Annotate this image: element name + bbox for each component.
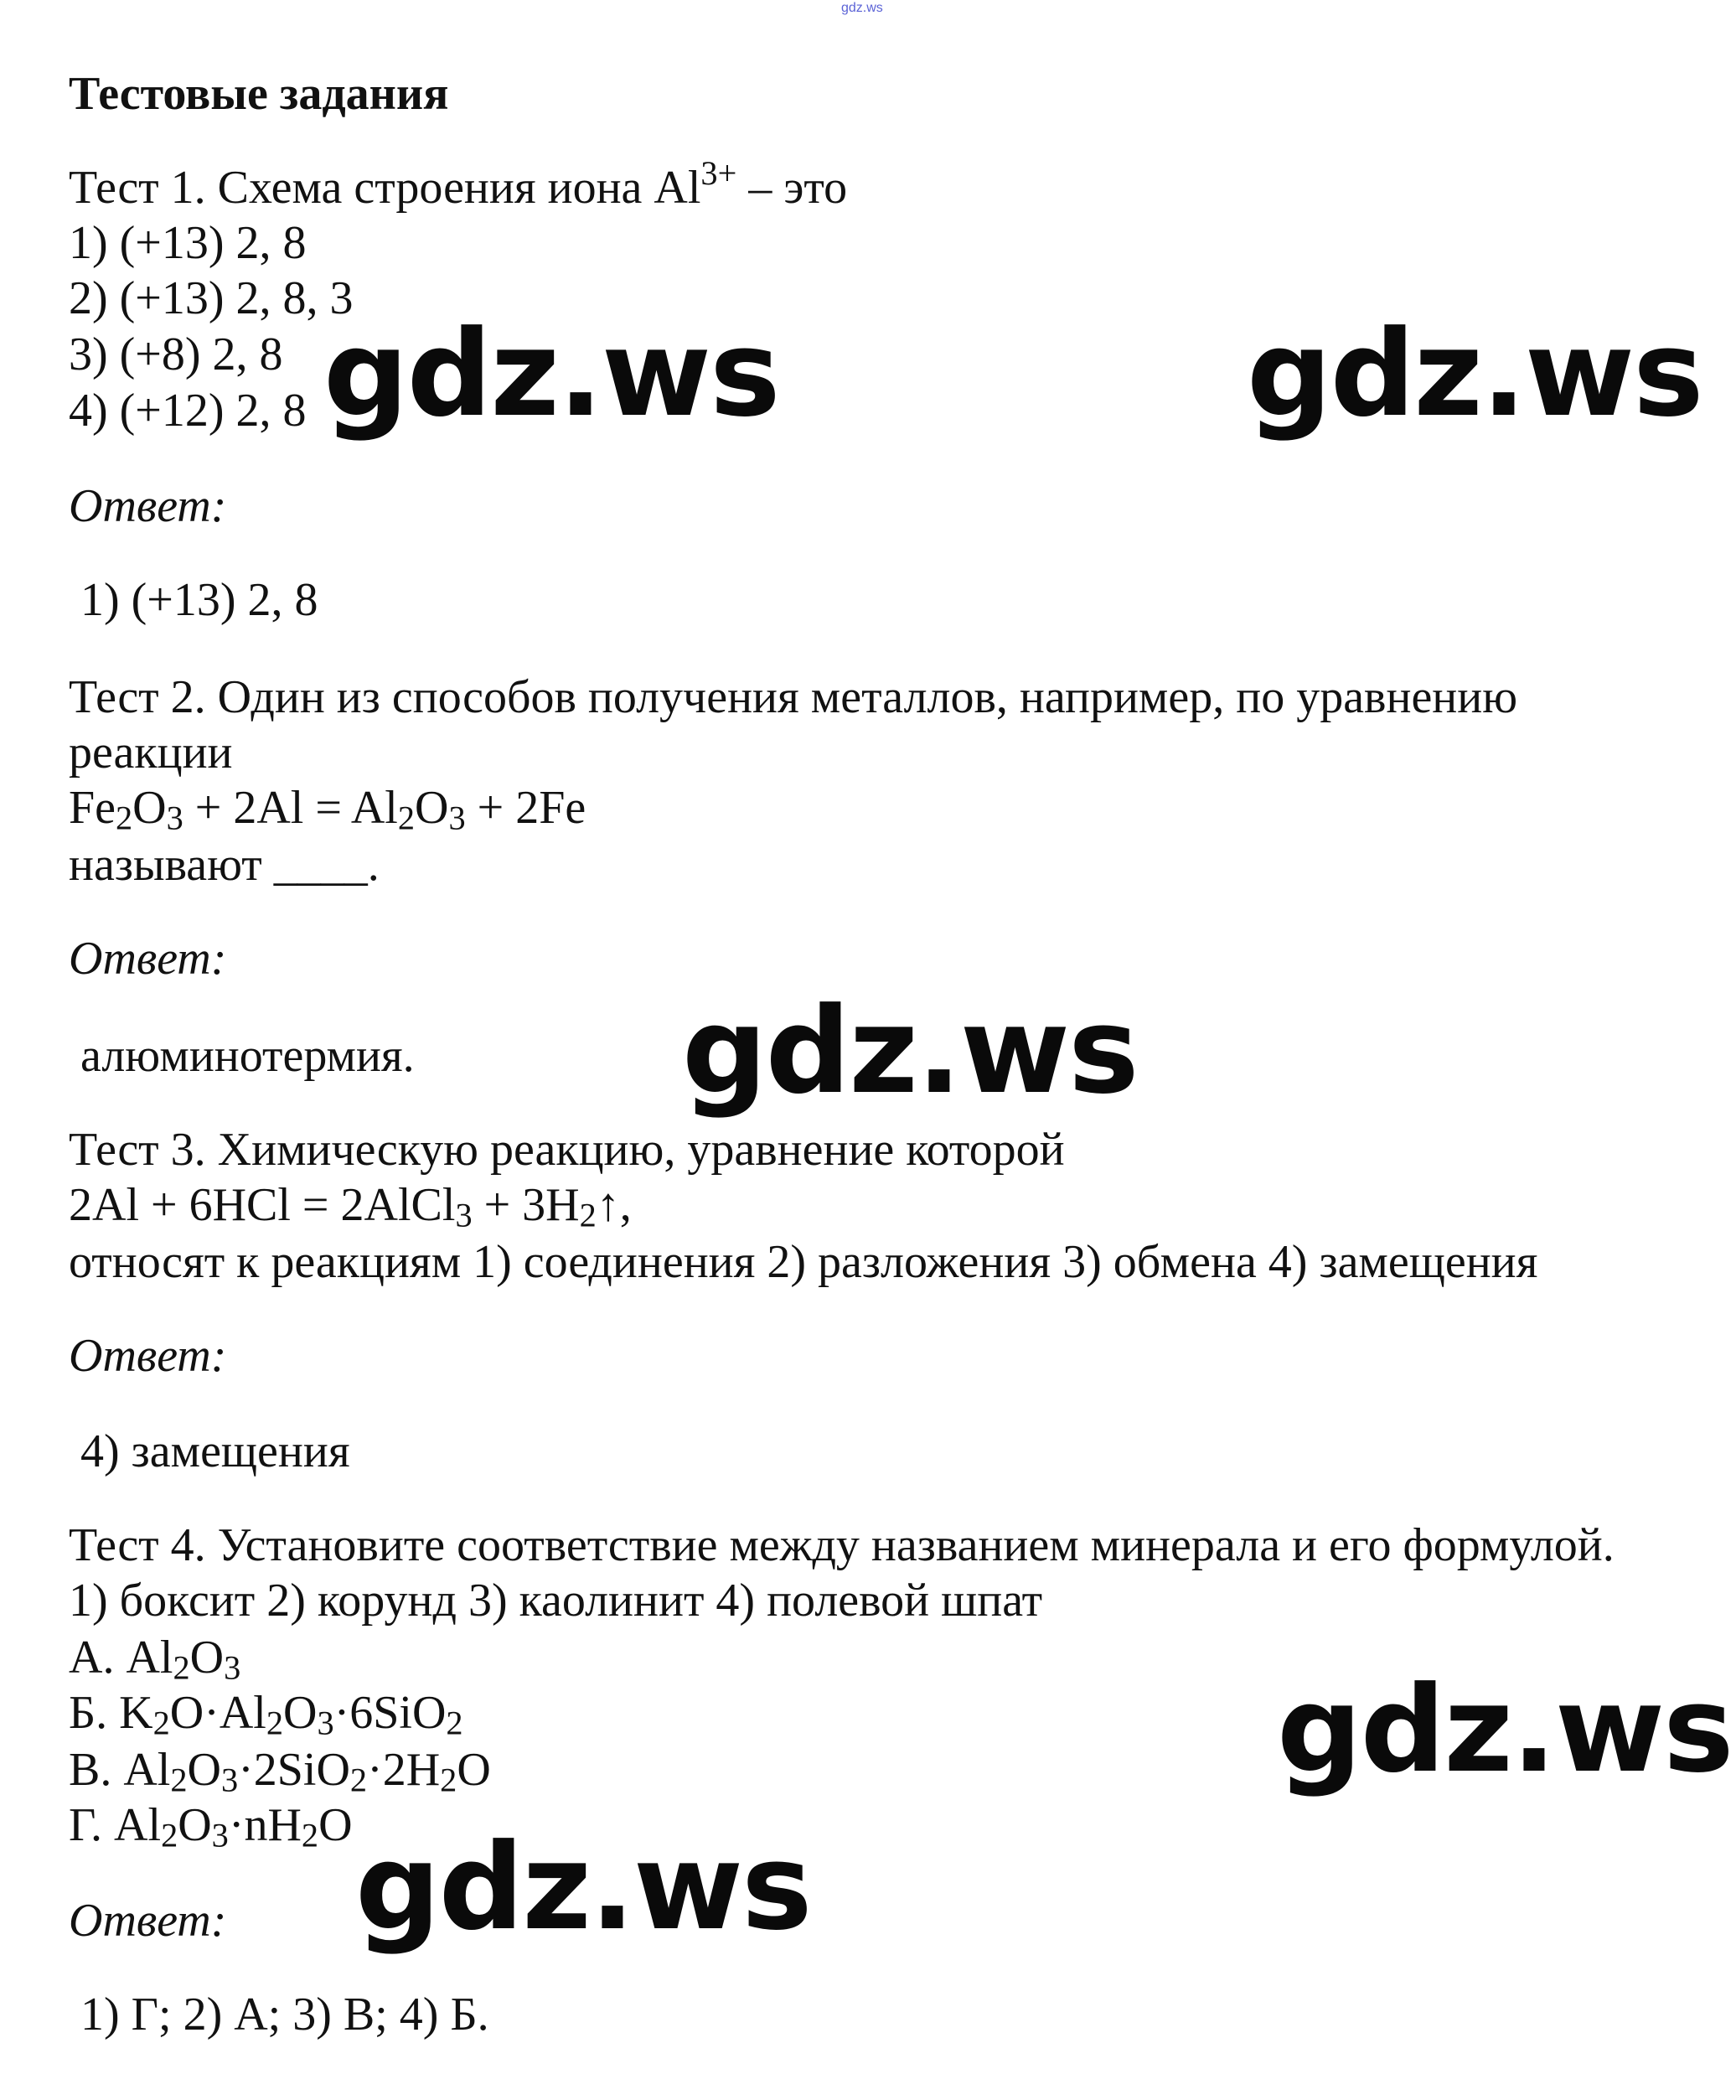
formula-part: А. Al [69, 1632, 173, 1684]
test4-answer-label: Ответ: [69, 1895, 227, 1947]
equation-part: + 2Al = Al [183, 782, 398, 834]
equation-part: + 3H [472, 1179, 580, 1231]
formula-subscript: 2 [349, 1761, 368, 1799]
test1-answer: 1) (+13) 2, 8 [80, 574, 318, 626]
formula-part: O [457, 1744, 491, 1796]
test1-question-prefix: Тест 1. Схема строения иона Al [69, 162, 701, 214]
formula-part: O [283, 1687, 318, 1739]
test4-question-line-1: Тест 4. Установите соответствие между названием минерала и его формулой. [69, 1519, 1615, 1571]
site-mark: gdz.ws [841, 1, 883, 15]
test3-question-line-3: относят к реакциям 1) соединения 2) разложения 3) обмена 4) замещения [69, 1236, 1538, 1288]
test3-answer-label: Ответ: [69, 1330, 227, 1382]
formula-subscript: 3 [224, 1648, 241, 1687]
formula-part: O [178, 1799, 212, 1851]
test4-option-b [69, 1687, 463, 1742]
equation-subscript: 2 [397, 799, 415, 837]
formula-part: O [318, 1799, 353, 1851]
equation-subscript: 3 [166, 799, 183, 837]
formula-part: O [187, 1744, 221, 1796]
equation-subscript: 2 [579, 1196, 597, 1234]
test2-question-line-4: называют ____. [69, 839, 380, 891]
test2-question-line-1: Тест 2. Один из способов получения металлов, например, по уравнению [69, 671, 1518, 723]
test3-equation [69, 1179, 632, 1234]
equation-subscript: 3 [448, 799, 466, 837]
equation-part: ↑, [596, 1179, 632, 1231]
formula-part: O·Al [169, 1687, 266, 1739]
formula-subscript: 2 [446, 1704, 463, 1742]
formula-subscript: 3 [211, 1816, 229, 1854]
formula-subscript: 2 [301, 1816, 319, 1854]
test1-option-1: 1) (+13) 2, 8 [69, 217, 307, 269]
test4-option-a [69, 1632, 241, 1687]
test1-option-2: 2) (+13) 2, 8, 3 [69, 272, 354, 324]
formula-part: В. Al [69, 1744, 171, 1796]
formula-subscript: 3 [220, 1761, 239, 1799]
formula-part: ·6SiO [333, 1687, 447, 1739]
formula-part: ·2SiO [238, 1744, 350, 1796]
equation-part: Fe [69, 782, 116, 834]
formula-subscript: 2 [440, 1761, 457, 1799]
test4-question-line-2: 1) боксит 2) корунд 3) каолинит 4) полевой шпат [69, 1575, 1043, 1627]
test3-answer: 4) замещения [80, 1425, 350, 1477]
test1-question-charge: 3+ [700, 153, 737, 192]
formula-subscript: 2 [152, 1704, 170, 1742]
formula-part: Б. K [69, 1687, 153, 1739]
page-title: Тестовые задания [69, 68, 449, 120]
formula-subscript: 2 [161, 1816, 178, 1854]
test2-answer: алюминотермия. [80, 1030, 415, 1082]
formula-subscript: 2 [170, 1761, 188, 1799]
test1-option-4: 4) (+12) 2, 8 [69, 385, 307, 437]
equation-part: O [415, 782, 449, 834]
test2-equation [69, 782, 586, 837]
equation-subscript: 3 [455, 1196, 473, 1234]
equation-part: O [132, 782, 167, 834]
test2-question-line-2: реакции [69, 727, 233, 778]
test2-answer-label: Ответ: [69, 933, 227, 985]
formula-subscript: 2 [266, 1704, 284, 1742]
test1-answer-label: Ответ: [69, 480, 227, 532]
equation-part: 2Al + 6HCl = 2AlCl [69, 1179, 456, 1231]
test1-question-suffix: – это [736, 162, 848, 214]
formula-subscript: 2 [173, 1648, 190, 1687]
test3-question-line-1: Тест 3. Химическую реакцию, уравнение которой [69, 1124, 1065, 1176]
formula-part: O [189, 1632, 225, 1684]
equation-subscript: 2 [116, 799, 133, 837]
watermark: gdz.ws [682, 982, 1138, 1120]
watermark: gdz.ws [1277, 1661, 1733, 1799]
test4-option-v [69, 1744, 491, 1799]
formula-part: Г. Al [69, 1799, 162, 1851]
test1-question [69, 153, 848, 214]
watermark: gdz.ws [355, 1818, 811, 1957]
watermark: gdz.ws [323, 305, 779, 443]
formula-part: ·nH [228, 1799, 302, 1851]
formula-part: ·2H [367, 1744, 441, 1796]
test4-answer: 1) Г; 2) А; 3) В; 4) Б. [80, 1989, 489, 2041]
formula-subscript: 3 [317, 1704, 334, 1742]
test4-option-g [69, 1799, 353, 1854]
equation-part: + 2Fe [465, 782, 586, 834]
test1-option-3: 3) (+8) 2, 8 [69, 328, 283, 380]
watermark: gdz.ws [1247, 305, 1702, 443]
